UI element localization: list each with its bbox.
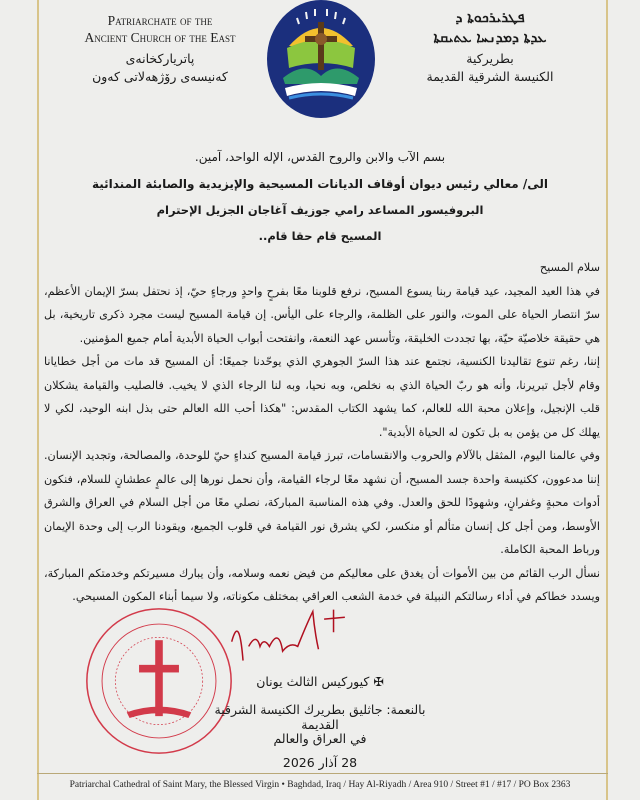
- recipient-line: الى/ معالي رئيس ديوان أوقاف الديانات المسيحية والإيزيدية والصابئة المندائية: [91, 177, 549, 191]
- signatory-title: بالنعمة: جاثليق بطريرك الكنيسة الشرقية القديمة: [214, 702, 426, 732]
- letterhead-arabic: [400, 50, 580, 86]
- letterhead-kurdish-line: کەنیسەی رۆژهەلاتی کەون: [92, 69, 228, 84]
- page-border-left: [37, 0, 39, 800]
- letterhead-kurdish: [60, 50, 260, 86]
- letterhead-syriac: [400, 8, 580, 48]
- letterhead-kurdish-line: پاتریارکخانەی: [125, 51, 195, 66]
- signatory-name: ✠ كيوركيس الثالث يونان: [256, 674, 384, 689]
- footer-divider: [37, 773, 608, 774]
- page-border-right: [606, 0, 608, 800]
- paragraph: وفي عالمنا اليوم، المثقل بالآلام والحروب والانقسامات، تبرز قيامة المسيح كنداءٍ حيّ للوحدة، والمصالحة، وتجديد الإنسان. إننا مدعوون، ككنيسة واحدة جسد المسيح، أن نشهد معًا لرجاء القيامة، وأن نحمل نورها إلى عالمٍ عطشانٍ للسلام، فنكون أدوات محبةٍ وغفرانٍ، وشهودًا للحق والعدل. وفي هذه المناسبة المباركة، نصلي معًا من أجل السلام في العراق والشرق الأوسط، ومن أجل كل إنسان متألم أو منكسر، لكي يشرق نور القيامة في قلوب الجميع، ويقودنا الرب إلى وحدة الإيمان ورباط المحبة الكاملة.: [44, 449, 600, 556]
- easter-greeting: المسيح قام حقا قام..: [258, 229, 382, 243]
- letterhead-arabic-line: الكنيسة الشرقية القديمة: [426, 69, 554, 84]
- letter-date: 28 آذار 2026: [282, 755, 358, 770]
- letterhead-arabic-line: بطريركية: [466, 51, 514, 66]
- letterhead-syriac-line: ܥܕܬܐ ܕܡܕܢܚܐ ܥܬܝܩܬܐ: [433, 30, 547, 46]
- letterhead-english: [60, 12, 260, 46]
- letter-body: [44, 256, 600, 609]
- letterhead-english-line: Patriarchate of the: [107, 13, 213, 28]
- invocation: بسم الآب والابن والروح القدس، الإله الواحد، آمين.: [194, 150, 446, 164]
- letterhead-syriac-line: ܦܛܪܝܪܟܘܬܐ ܕ: [455, 10, 525, 26]
- recipient-name: البروفيسور المساعد رامي جوزيف آغاجان الجزيل الإحترام: [156, 203, 484, 217]
- footer-address: Patriarchal Cathedral of Saint Mary, the Blessed Virgin • Baghdad, Iraq / Hay Al-Riyadh / Area 910 / Street #1 / #17 / PO Box 2363: [69, 780, 571, 790]
- salutation: سلام المسيح: [539, 261, 600, 274]
- paragraph: في هذا العيد المجيد، عيد قيامة ربنا يسوع المسيح، نرفع قلوبنا معًا بفرحٍ واحدٍ ورجاءٍ حيّ، إذ نحتفل بسرّ الإيمان الأعظم، سرّ انتصار الحياة على الموت، والنور على الظلمة، والرجاء على اليأس. إن قيامة المسيح ليست مجرد ذكرى تاريخية، بل هي حقيقة خلاصيّة حيّة، بها تجددت الخليقة، وتأسس عهد النعمة، وانفتحت أبواب الحياة الأبدية أمام جميع المؤمنين.: [44, 284, 600, 345]
- paragraph: إننا، رغم تنوع تقاليدنا الكنسية، نجتمع عند هذا السرّ الجوهري الذي يوحّدنا جميعًا: أن المسيح قد مات من أجل خطايانا وقام لأجل تبريرنا، وأنه هو ربّ الحياة الذي به نخلص، وبه نحيا، وبه لنا الرجاء الذي لا يخيب. فالصليب والقيامة يشكلان قلب الإنجيل، وإعلان محبة الله للعالم، كما يشهد الكتاب المقدس: "هكذا أحب الله العالم حتى بذل ابنه الوحيد، لكي لا يهلك كل من يؤمن به بل تكون له الحياة الأبدية".: [44, 355, 600, 439]
- paragraph: نسأل الرب القائم من بين الأموات أن يغدق على معاليكم من فيض نعمه وسلامه، وأن يبارك مسيرتكم وخدمتكم المباركة، ويسدد خطاكم في أداء رسالتكم النبيلة في خدمة الشعب العراقي بمختلف مكوناته، ولا سيما أبناء المكون المسيحي.: [44, 566, 600, 603]
- letterhead-english-line: Ancient Church of the East: [84, 30, 236, 45]
- handwritten-signature: [218, 604, 368, 670]
- church-logo: [265, 0, 377, 120]
- signatory-region: في العراق والعالم: [273, 731, 367, 746]
